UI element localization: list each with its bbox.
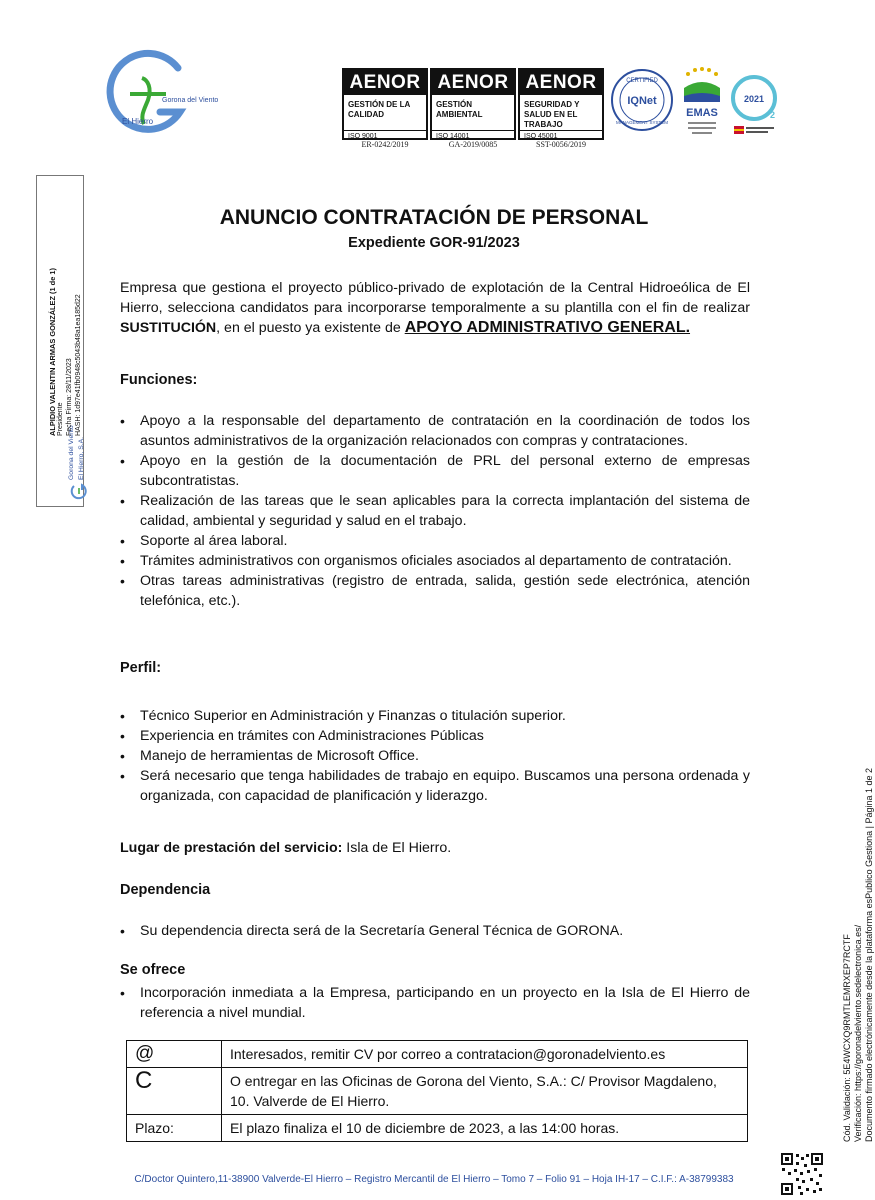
- ofrece-list: [120, 983, 750, 1023]
- svg-text:EMAS: EMAS: [686, 107, 718, 119]
- list-item: • Será necesario que tenga habilidades de trabajo en equipo. Buscamos una persona ordenada y organizada, con capacidad de planificación y liderazgo.: [120, 766, 750, 806]
- dependencia-list: [120, 921, 750, 941]
- funciones-list-wrap: [120, 411, 750, 611]
- logo-text-line1: Gorona del Viento: [162, 97, 219, 104]
- intro-bold-sustitucion: SUSTITUCIÓN: [120, 320, 217, 336]
- lugar-value: Isla de El Hierro.: [342, 840, 452, 856]
- validation-code: Cód. Validación: 5E4WCXQ9RMTLEMRXEP7RCTF: [842, 934, 852, 1142]
- stamp-org-line1: Gorona del Viento: [68, 425, 75, 480]
- perfil-list-wrap: [120, 706, 750, 806]
- list-item: • Trámites administrativos con organismos oficiales asociados al departamento de contratación.: [120, 551, 750, 571]
- email-symbol: @: [127, 1041, 222, 1068]
- funciones-list: [120, 411, 750, 611]
- stamp-signer: ALPIDIO VALENTIN ARMAS GONZÁLEZ (1 de 1): [48, 268, 57, 436]
- list-item: • Técnico Superior en Administración y Finanzas o titulación superior.: [120, 706, 750, 726]
- stamp-hash: HASH: 1d97e41fb0948c5043b48a1ea185d22: [75, 294, 82, 436]
- perfil-list: [120, 706, 750, 806]
- svg-text:IQNet: IQNet: [627, 95, 657, 107]
- aenor-standard: ISO 14001: [432, 130, 514, 141]
- list-item: • Apoyo en la gestión de la documentación de PRL del personal externo de empresas subcontratistas.: [120, 451, 750, 491]
- logo-text-line2: El Hierro: [122, 117, 154, 126]
- svg-text:2021: 2021: [743, 94, 765, 104]
- document-title: ANUNCIO CONTRATACIÓN DE PERSONAL: [219, 206, 649, 229]
- aenor-title: GESTIÓN DE LA CALIDAD: [348, 100, 410, 119]
- list-item: • Manejo de herramientas de Microsoft Office.: [120, 746, 750, 766]
- aenor-brand: AENOR: [432, 70, 514, 95]
- document-subtitle: Expediente GOR-91/2023: [348, 235, 520, 251]
- address-instructions: O entregar en las Oficinas de Gorona del Viento, S.A.: C/ Provisor Magdaleno, 10. Valverde de El Hierro.: [222, 1068, 748, 1115]
- aenor-brand: AENOR: [344, 70, 426, 95]
- intro-position: APOYO ADMINISTRATIVO GENERAL.: [404, 319, 691, 336]
- aenor-title: SEGURIDAD Y SALUD EN EL TRABAJO: [524, 100, 580, 129]
- lugar-line: [120, 838, 750, 858]
- list-item: • Incorporación inmediata a la Empresa, participando en un proyecto en la Isla de El Hierro de referencia a nivel mundial.: [120, 983, 750, 1023]
- certification-badge-icon: [730, 74, 778, 140]
- emas-logo-icon: [678, 66, 726, 142]
- svg-text:CERTIFIED: CERTIFIED: [626, 78, 658, 84]
- page-footer: C/Doctor Quintero,11-38900 Valverde-El Hierro – Registro Mercantil de El Hierro – Tomo 7 – Folio 91 – Hoja IH-17 – C.I.F.: A-38799383: [134, 1174, 734, 1185]
- gorona-small-logo-icon: [70, 482, 88, 500]
- aenor-title: GESTIÓN AMBIENTAL: [436, 100, 483, 119]
- stamp-date: Fecha Firma: 28/11/2023: [66, 358, 73, 436]
- aenor-cert-safety: [518, 68, 604, 140]
- validation-url[interactable]: Verificación: https://goronadelviento.sedelectronica.es/: [853, 924, 863, 1142]
- aenor-cert-quality: [342, 68, 428, 140]
- gorona-logo: [100, 50, 219, 140]
- validation-text: [842, 742, 875, 1142]
- aenor-standard: ISO 9001: [344, 130, 426, 141]
- intro-text-1: Empresa que gestiona el proyecto público-privado de explotación de la Central Hidroeólica de El Hierro, selecciona candidatos para incorporarse temporalmente a su plantilla con el fin de realizar: [120, 280, 750, 316]
- intro-text-2: , en el puesto ya existente de: [216, 320, 405, 336]
- table-row: [127, 1115, 748, 1142]
- aenor-brand: AENOR: [520, 70, 602, 95]
- table-row: [127, 1068, 748, 1115]
- list-item: • Soporte al área laboral.: [120, 531, 750, 551]
- intro-paragraph: [120, 278, 750, 338]
- list-item: • Experiencia en trámites con Administraciones Públicas: [120, 726, 750, 746]
- table-row: [127, 1041, 748, 1068]
- ofrece-heading: Se ofrece: [120, 962, 186, 978]
- svg-text:MANAGEMENT SYSTEM: MANAGEMENT SYSTEM: [616, 120, 668, 125]
- stamp-role: Presidente: [57, 402, 64, 436]
- aenor-standard: ISO 45001: [520, 130, 602, 141]
- aenor-cert-environment: [430, 68, 516, 140]
- aenor-cert-number: ER-0242/2019: [361, 140, 409, 149]
- list-item: • Otras tareas administrativas (registro de entrada, salida, gestión sede electrónica, atención telefónica, etc.).: [120, 571, 750, 611]
- list-item: • Apoyo a la responsable del departamento de contratación en la coordinación de todos los asuntos administrativos de la organización relacionados con compras y contrataciones.: [120, 411, 750, 451]
- plazo-label: Plazo:: [127, 1115, 222, 1142]
- perfil-heading: Perfil:: [120, 660, 162, 676]
- dependencia-heading: Dependencia: [120, 882, 211, 898]
- email-instructions[interactable]: Interesados, remitir CV por correo a contratacion@goronadelviento.es: [222, 1041, 748, 1068]
- list-item: • Realización de las tareas que le sean aplicables para la correcta implantación del sistema de calidad, ambiental y seguridad y salud en el trabajo.: [120, 491, 750, 531]
- address-symbol: C: [127, 1068, 222, 1115]
- validation-platform: Documento firmado electrónicamente desde la plataforma esPublico Gestiona | Página 1 de 2: [864, 767, 874, 1142]
- plazo-text: El plazo finaliza el 10 de diciembre de 2023, a las 14:00 horas.: [222, 1115, 748, 1142]
- ofrece-list-wrap: [120, 983, 750, 1023]
- stamp-org-line2: El Hierro, S.A.: [78, 436, 85, 480]
- aenor-cert-number: SST-0056/2019: [536, 140, 586, 149]
- lugar-label: Lugar de prestación del servicio:: [120, 840, 343, 856]
- svg-text:2: 2: [770, 110, 776, 120]
- dependencia-list-wrap: [120, 921, 750, 941]
- aenor-cert-number: GA-2019/0085: [448, 140, 498, 149]
- list-item: • Su dependencia directa será de la Secretaría General Técnica de GORONA.: [120, 921, 750, 941]
- contact-table: [126, 1040, 748, 1142]
- funciones-heading: Funciones:: [120, 372, 198, 388]
- iqnet-seal-icon: [610, 68, 674, 132]
